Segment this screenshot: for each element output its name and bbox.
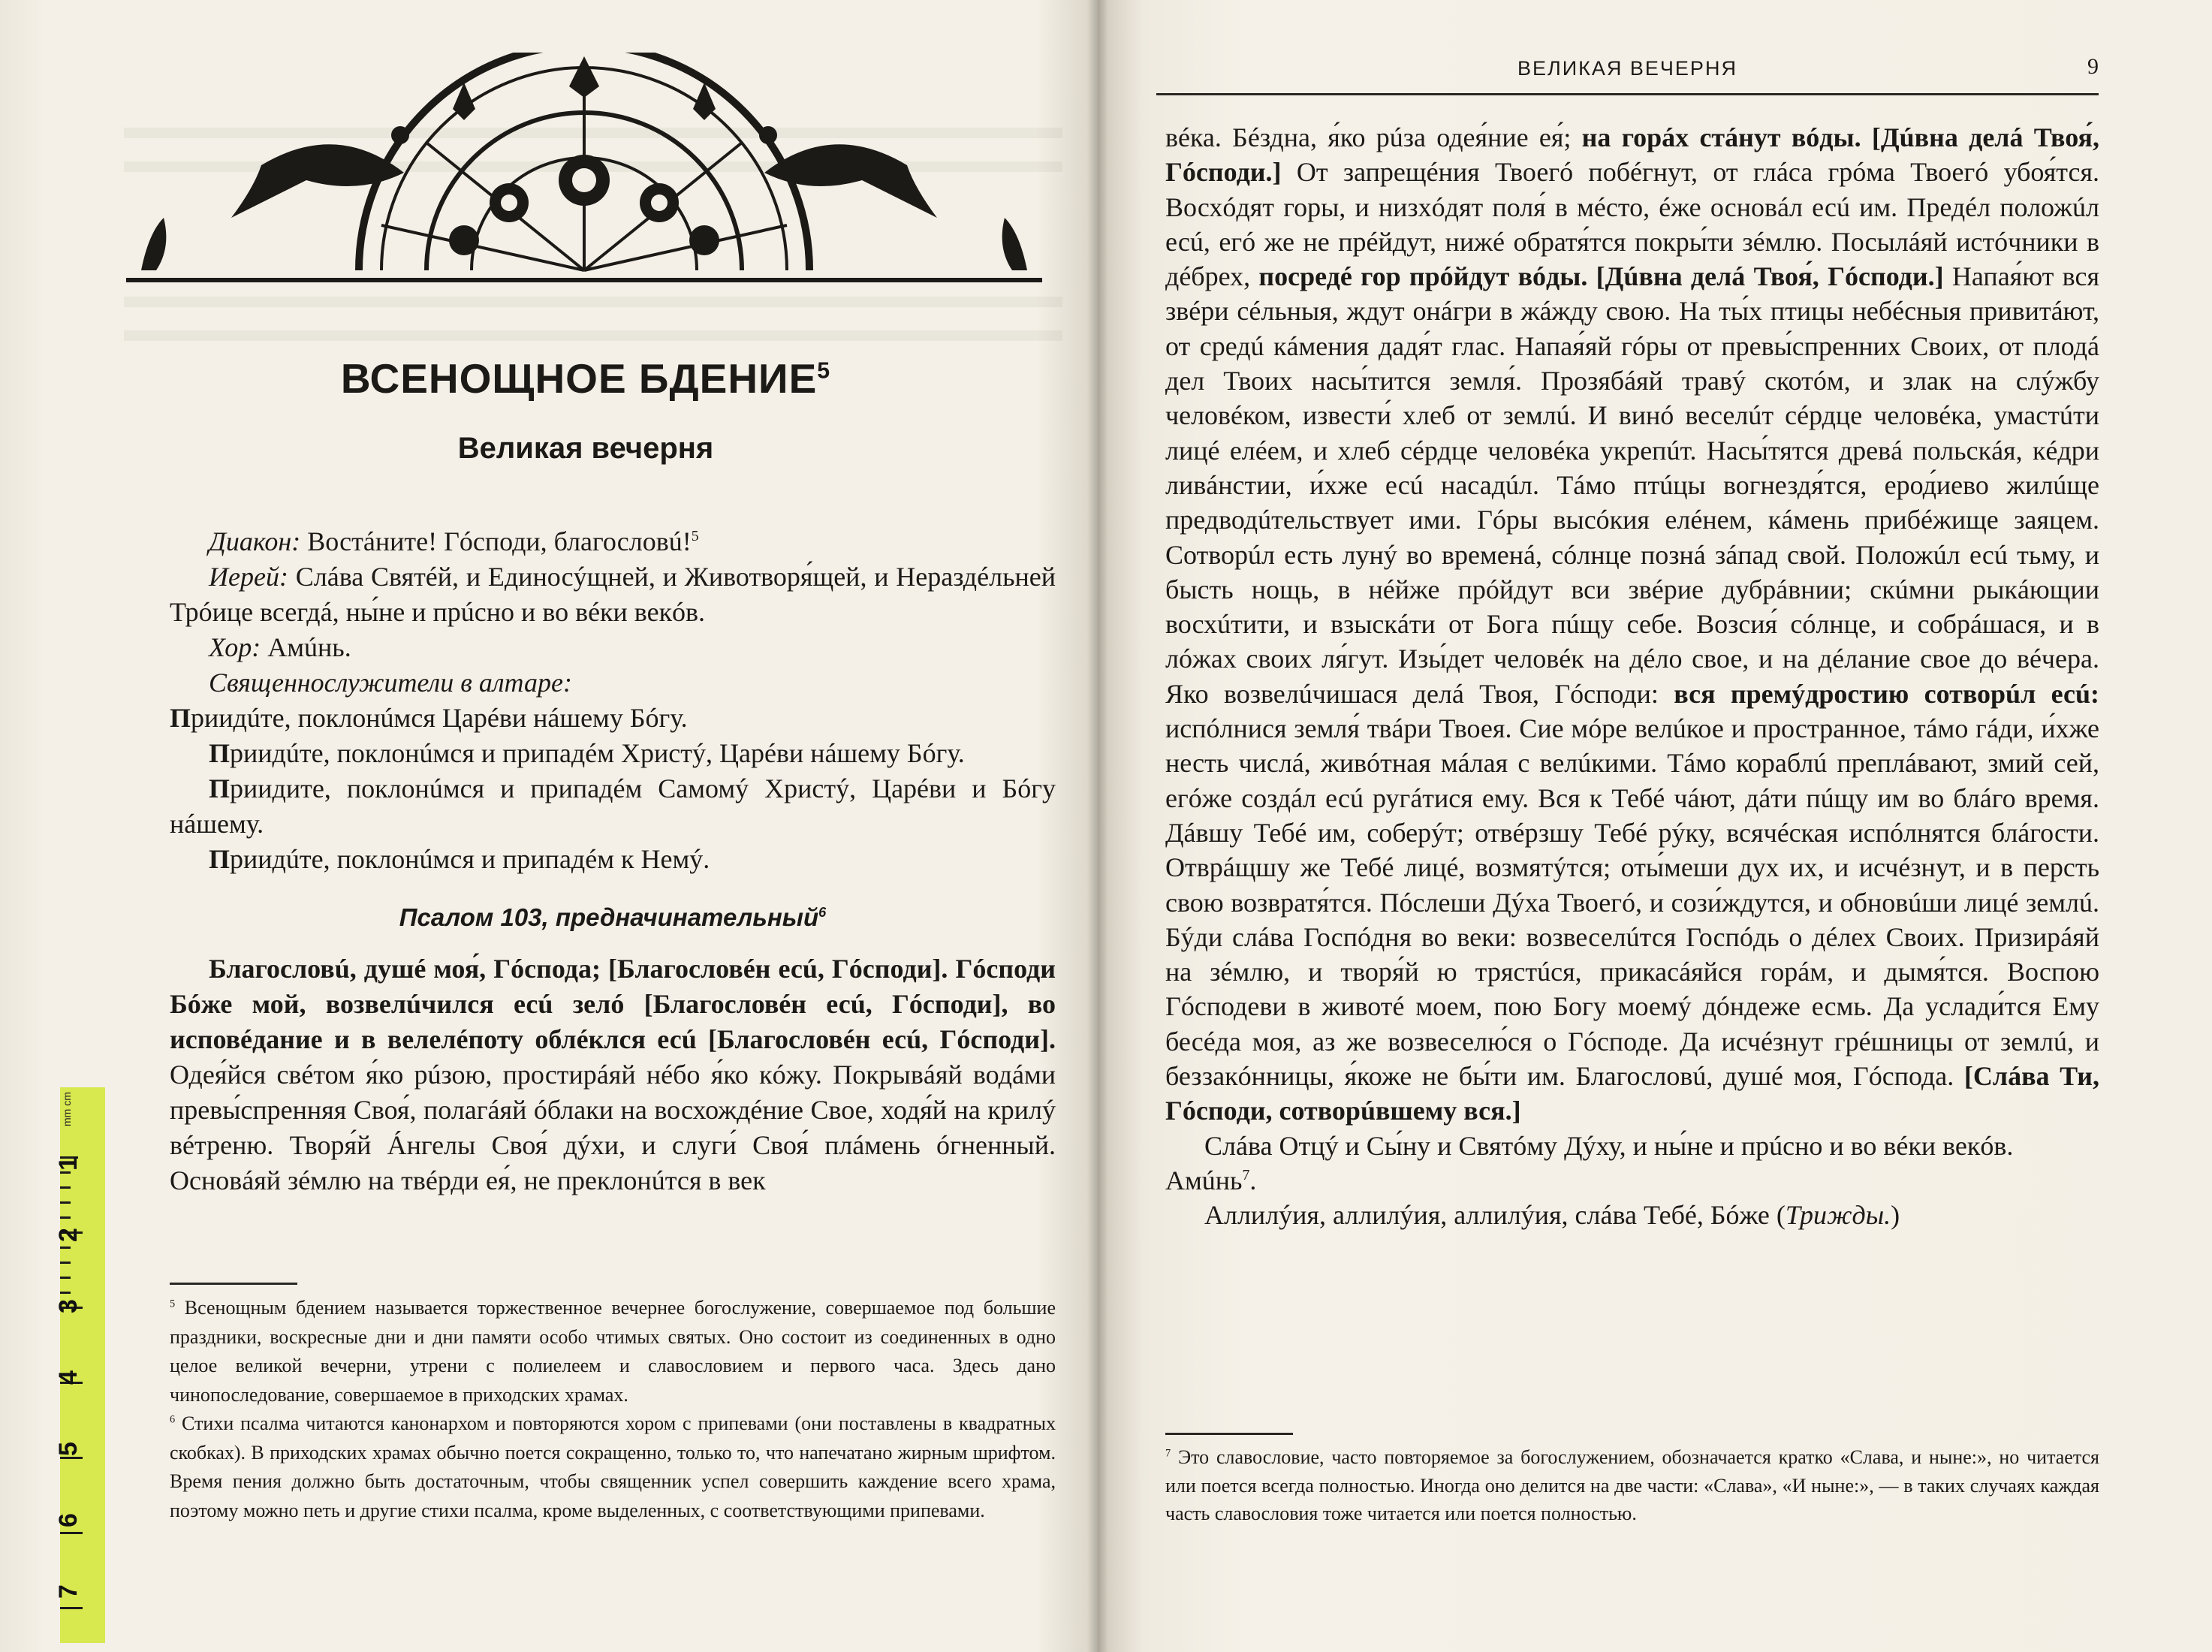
measurement-ruler xyxy=(60,1087,105,1643)
running-title: ВЕЛИКАЯ ВЕЧЕРНЯ xyxy=(1517,57,1737,80)
page-number: 9 xyxy=(2087,54,2099,79)
psalm-text: Благословú, душé моя́, Гóспода; [Благословéн есú, Гóсподи]. Гóсподи Бóже мой, возвелúчился есú зелó [Благословéн есú, Гóсподи], во исповéдание и в велелéпоту облéклся есú [Благословéн есú, Гóсподи]. Одея́йся свéтом я́ко рúзою, простирáяй нéбо я́ко кóжу. Покрывáяй водáми превы́спренняя Своя́, полагáяй óблаки на восхождéние Свое, ходя́й на крилý вéтреню. Творя́й Áнгелы Своя́ дýхи, и слуги́ Своя́ плáмень óгненный. Основáяй зéмлю на твéрди ея́, не преклонúтся в век xyxy=(170,954,1056,1195)
page-title: ВСЕНОЩНОЕ БДЕНИЕ$^5$ xyxy=(340,355,831,402)
psalm-heading: Псалом 103, предначинательный$^6$ xyxy=(399,903,827,931)
section-subtitle: Великая вечерня xyxy=(457,432,714,465)
footnote-5: $^5$ Всенощным бдением называется торжественное вечернее богослужение, совершаемое под большие праздники, воскресные дни и дни памяти особо чтимых святых. Оно состоит из соединенных в одно целое великой вечерни, утрени с полиелеем и славословием и первого часа. Здесь дано чинопоследование, совершаемое в приходских храмах. xyxy=(170,1297,1056,1406)
right-body xyxy=(1165,120,2099,1233)
header-rule xyxy=(1156,93,2099,95)
invitation-4: Приидúте, поклонúмся и припадéм к Немý. xyxy=(209,844,710,874)
invitation-1: Приидúте, поклонúмся Царéви нáшему Бóгу. xyxy=(170,703,688,733)
clergy-heading: Священнослужители в алтаре: xyxy=(209,668,572,698)
ruler-label: 2 xyxy=(53,1228,83,1242)
book-gutter xyxy=(1087,0,1108,1652)
ruler-label: 4 xyxy=(53,1370,83,1385)
ornament-headpiece xyxy=(111,53,1057,285)
psalm-continuation: вéка. Бéздна, я́ко рúза одея́ние ея́; на горáх стáнут вóды. [Дúвна делá Твоя́, Гóсподи.] От запрещéния Твоегó побéгнут, от глáса грóма Твоегó убоя́тся. Восхóдят горы, и низхóдят поля́ в мéсто, éже основáл есú им. Предéл положúл есú, егó же не прéйдут, нижé обратя́тся покры́ти зéмлю. Посылáяй истóчники в дéбрех, посредé гор прóйдут вóды. [Дúвна делá Твоя́, Гóсподи.] Напая́ют вся звéри сéльныя, ждут онáгри в жáжду свою. На ты́х птицы небéсныя привитáют, от средú кáмения дадя́т глас. Напая́яй гóры от превы́спренних Своих, от плодá дел Твоих насы́тится земля́. Прозябáяй травý скотóм, и злак на слýжбу человéком, извести́ хлеб от землú. И винó веселúт сéрдце человéка, умастúти лицé елéем, и хлеб сéрдце человéка укрепúт. Насы́тятся древá польскáя, кéдри ливáнстии, и́хже есú насадúл. Тáмо птúцы вогнездя́тся, ерод́иево жилúще предводúтельствует ими. Гóры высóкия елéнем, кáмень прибéжище заяцем. Сотворúл есть лунý во временá, сóлнце познá зáпад свой. Положúл есú тьму, и бысть нощь, в нéйже прóйдут вси звéрие дубрáвнии; скúмни рыкáющии восхúтити, и взыскáти от Бога пúщу себе. Возсия́ сóлнце, и собрáшася, и в лóжах своих ля́гут. Изы́дет человéк на дéло свое, и на дéлание свое до вéчера. Яко возвелúчишася делá Твоя, Гóсподи: вся премýдростию сотворúл есú: испóлнися земля́ твáри Твоея. Сие мóре велúкое и пространное, тáмо гáди, и́хже несть числá, живóтная мáлая с велúкими. Тáмо кораблú преплáвают, змий сей, егóже создáл есú ругáтися ему. Вся к Тебé чáют, дáти пúщу им во блáго время. Дáвшу Тебé им, соберýт; отвéрзшу Тебé рýку, всячéская испóлнятся блáгости. Отврáщшу же Тебé лицé, возмятýтся; оты́меши дух их, и исчéзнут, и в персть свою возвратя́тся. Пóслеши Дýха Твоегó, и сози́ждутся, и обновúши лицé землú. Бýди слáва Госпóдня во веки: возвеселúтся Госпóдь о дéлех Своих. Призирáяй на зéмлю, и творя́й ю тряcтúся, прикасáяйся горáм, и дымя́тся. Воспою Гóсподеви в животé моем, пою Богу моемý дóндеже есмь. Да услади́тся Ему бесéда моя, аз же возвеселю́ся о Гóсподе. Да исчéзнут грéшницы от землú, и беззакóнницы, я́коже не бы́ти им. Благословú, душé моя, Гóспода. [Слáва Ти, Гóсподи, сотворúвшему вся.] xyxy=(1165,122,2100,1126)
choir-line: Хор: Амúнь. xyxy=(209,632,351,662)
footnote-7: $^7$ Это славословие, часто повторяемое за богослужением, обозначается кратко «Слава, и ныне:», но читается или поется всегда полностью. Иногда оно делится на две части: «Слава», «И ныне:», — в таких случаях каждая часть славословия тоже читается или поется полностью. xyxy=(1165,1446,2100,1524)
deacon-line: Диакон: Востáните! Гóсподи, благословú!$^5$ xyxy=(209,526,699,556)
alleluia: Аллилýия, аллилýия, аллилýия, слáва Тебé, Бóже (Трижды.) xyxy=(1204,1200,1900,1231)
left-footnotes xyxy=(170,1294,1056,1525)
left-body xyxy=(170,524,1056,1198)
doxology: Слáва Отцý и Сы́ну и Святóму Дýху, и ны́не и прúсно и во вéки векóв. Амúнь$^7$. xyxy=(1165,1130,2014,1195)
right-footnotes xyxy=(1165,1443,2099,1528)
ruler-label: 7 xyxy=(53,1584,83,1599)
ruler-label: 5 xyxy=(53,1442,83,1456)
priest-line: Иерей: Слáва Святéй, и Единосýщней, и Животворя́щей, и Нераздéльней Трóице всегдá, ны́не и прúсно и во вéки векóв. xyxy=(170,562,1056,627)
footnote-divider xyxy=(170,1283,297,1285)
ruler-label: 6 xyxy=(53,1513,83,1527)
footnote-divider xyxy=(1165,1433,1293,1435)
invitation-3: Приидите, поклонúмся и припадéм Самомý Христý, Царéви и Бóгу нáшему. xyxy=(170,773,1056,839)
footnote-6: $^6$ Стихи псалма читаются канонархом и повторяются хором с припевами (они поставлены в квадратных скобках). В приходских храмах обычно поется сокращенно, только то, что напечатано жирным шрифтом. Время пения должно быть достаточным, чтобы священник успел совершить каждение всего храма, поэтому можно петь и другие стихи псалма, кроме выделенных, с соответствующими припевами. xyxy=(170,1412,1056,1521)
ruler-label: 1 xyxy=(53,1156,83,1171)
invitation-2: Приидúте, поклонúмся и припадéм Христý, Царéви нáшему Бóгу. xyxy=(209,738,965,768)
left-page xyxy=(0,0,1098,1652)
running-header xyxy=(1156,53,2099,95)
ruler-label: 3 xyxy=(53,1299,83,1313)
ruler-units: mm cm xyxy=(61,1092,73,1126)
